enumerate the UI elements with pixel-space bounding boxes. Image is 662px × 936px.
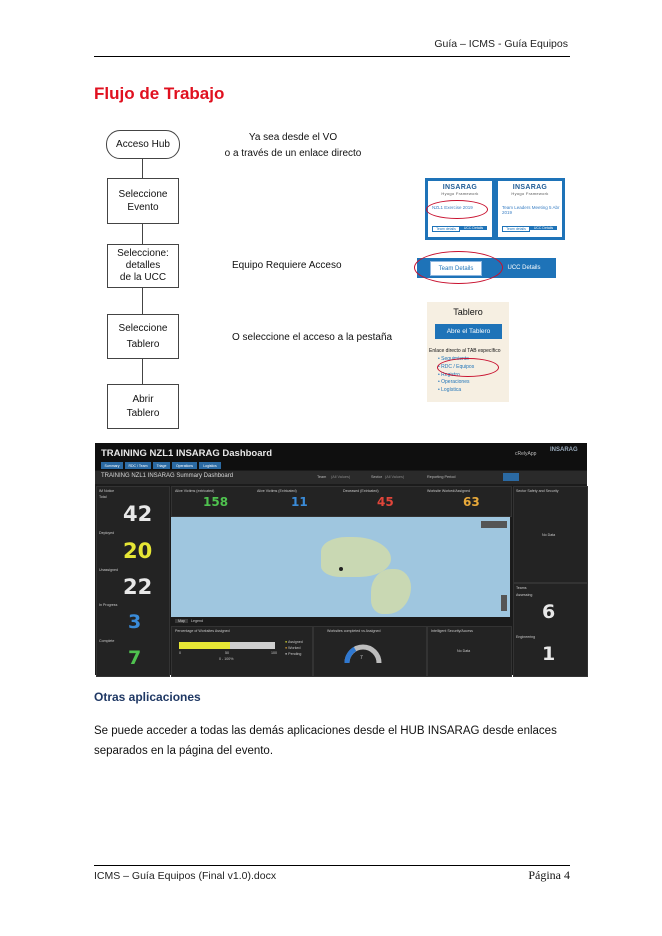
section-paragraph: Se puede acceder a todas las demás aplicaciones desde el HUB INSARAG desde enlaces separados en la página del evento. [94, 725, 557, 757]
tablero-title: Tablero [453, 307, 483, 317]
dashboard-user[interactable]: cRelyApp [515, 451, 537, 457]
footer-rule [94, 865, 570, 866]
dashboard-tab-logistics[interactable]: Logistics [199, 462, 221, 469]
tablero-link-2[interactable]: • RDC / Equipos [438, 363, 475, 370]
open-tablero-button[interactable]: Abre el Tablero [435, 324, 502, 339]
tablero-link-4[interactable]: • Operaciones [438, 379, 470, 386]
dashboard-tab-summary[interactable]: Summary [101, 462, 123, 469]
flow-step-open-line2: Tablero [126, 407, 160, 419]
stat-unassigned-value: 22 [123, 575, 153, 599]
panel-worksites-assigned-title: Percentage of Worksites Assigned [175, 629, 230, 633]
flow-step-ucc-line1: Seleccione: [117, 248, 169, 259]
panel-teams-title: Teams [516, 586, 527, 590]
map-zoom-control[interactable] [501, 595, 507, 611]
legend-assigned: Assigned [287, 640, 303, 644]
dashboard-screenshot [95, 443, 587, 675]
kpi-2-label: Alive Victims (Extricated) [257, 489, 297, 493]
flow-step-ucc-line2: detalles [125, 260, 161, 271]
header-rule [94, 56, 570, 57]
flow-step-ucc-line3: de la UCC [119, 272, 167, 283]
flow-step-hub [106, 130, 180, 159]
flow-note-access-line1: Ya sea desde el VO [248, 132, 338, 143]
stat-unassigned-label: Unassigned [99, 568, 118, 572]
tablero-link-1[interactable]: • Seguimiento [438, 356, 469, 362]
event-card-2-ucc-button[interactable]: UCC Details [530, 226, 557, 230]
stat-total-label: Total [99, 495, 107, 499]
filter-team-label: Team [317, 475, 327, 479]
flow-step-open-line1: Abrir [132, 394, 154, 405]
dashboard-brand: INSARAG [550, 447, 578, 453]
highlight-ellipse-team [414, 251, 503, 284]
tablero-link-3[interactable]: • Registro [438, 371, 460, 378]
footer-filename: ICMS – Guía Equipos (Final v1.0).docx [94, 870, 277, 882]
ucc-details-button[interactable]: UCC Details [507, 264, 541, 271]
stat-complete-value: 7 [128, 647, 142, 669]
page-title: Flujo de Trabajo [94, 84, 225, 103]
progress-fill [179, 642, 230, 649]
filter-sector-label: Sector [371, 475, 382, 479]
progress-legend: ● Assigned ● Worked ● Pending [285, 640, 303, 656]
event-card-1-ucc-button[interactable]: UCC Details [460, 226, 487, 230]
teams-assessing-value: 6 [542, 601, 556, 623]
insarag-logo: INSARAG Hyogo Framework [441, 184, 479, 196]
flow-step-tablero [107, 314, 179, 359]
teams-engineering-value: 1 [542, 643, 556, 665]
dashboard-title: TRAINING NZL1 INSARAG Dashboard [101, 448, 273, 459]
section-heading: Otras aplicaciones [94, 690, 201, 704]
flow-step-event-line2: Evento [127, 202, 159, 213]
stat-inprogress-label: In Progress [99, 603, 118, 607]
flow-step-tablero-line2: Tablero [126, 338, 160, 350]
progress-tick-100: 100 [271, 651, 277, 655]
panel-security-nodata: No Data [457, 649, 471, 653]
filter-team-value[interactable]: (All Values) [331, 475, 351, 479]
panel-teams-assessing: Assessing [516, 593, 533, 597]
dashboard-subtitle: TRAINING NZL1 INSARAG Summary Dashboard [101, 473, 234, 479]
dashboard-tab-operations[interactable]: Operations [172, 462, 197, 469]
dashboard-tab-rdc[interactable]: RDC / Team [125, 462, 151, 469]
progress-tick-50: 50 [225, 651, 229, 655]
kpi-1-label: Alive Victims (extricated) [175, 489, 215, 493]
kpi-4-value: 63 [463, 495, 480, 509]
legend-pending: Pending [288, 651, 302, 656]
panel-security-access-title: Intelligent Security/Access [431, 629, 473, 633]
insarag-logo-2: INSARAG Hyogo Framework [511, 184, 549, 196]
stat-inprogress-value: 3 [128, 611, 142, 633]
flow-step-ucc [107, 244, 179, 288]
event-card-2[interactable] [498, 181, 562, 237]
kpi-3-label: Deceased (Extricated) [343, 489, 379, 493]
tablero-subtitle: Enlace directo al TAB específico [429, 348, 501, 354]
map-view[interactable] [171, 517, 510, 617]
stat-deployed-value: 20 [123, 539, 153, 563]
flow-step-hub-label: Acceso Hub [116, 138, 170, 150]
tablero-link-5[interactable]: • Logística [438, 387, 462, 393]
progress-tick-0: 0 [179, 651, 181, 655]
panel-sector-nodata: No Data [542, 533, 556, 537]
header-text: Guía – ICMS - Guía Equipos [434, 38, 568, 50]
map-marker[interactable] [339, 567, 343, 571]
panel-worksites-completed-title: Worksites completed vs Assigned [327, 629, 381, 633]
dashboard-tab-triage[interactable]: Triage [153, 462, 170, 469]
map-tab-map[interactable]: Map [175, 619, 188, 623]
map-land-2 [371, 569, 411, 614]
flow-step-event [107, 178, 179, 224]
kpi-1-value: 158 [203, 495, 229, 509]
kpi-4-label: Worksite Worked/Assigned [427, 489, 471, 493]
kpi-2-value: 11 [291, 495, 308, 509]
flow-note-team: Equipo Requiere Acceso [232, 260, 342, 271]
flow-note-access-line2: o a través de un enlace directo [224, 147, 362, 159]
highlight-ellipse-tablero [437, 358, 499, 377]
kpi-3-value: 45 [377, 495, 394, 509]
filter-period-label: Reporting Period [427, 475, 456, 479]
team-details-button[interactable]: Team Details [430, 261, 482, 276]
filter-sector-value[interactable]: (All Values) [385, 475, 405, 479]
progress-caption: 0 - 100% [219, 657, 234, 661]
stat-complete-label: Complete [99, 639, 115, 643]
legend-worked: Worked [288, 645, 301, 650]
panel-teams-engineering: Engineering [516, 635, 536, 639]
panel-sector-safety-title: Sector Safety and Security [516, 489, 559, 493]
stat-total-value: 42 [123, 502, 153, 526]
footer-page-number: Página 4 [528, 868, 570, 882]
map-tab-legend[interactable]: Legend [191, 619, 203, 623]
event-card-1-title: NZL1 Exercise 2019 [432, 205, 473, 210]
filter-apply-button[interactable] [503, 473, 519, 481]
highlight-ellipse-event [426, 200, 488, 219]
flow-note-access [218, 130, 368, 161]
flow-step-event-line1: Seleccione [118, 188, 168, 200]
left-stats-header: IM Notice [99, 489, 115, 493]
progress-track [179, 642, 275, 649]
event-card-2-title: Team Leaders Meeting 5 Abr 2019 [502, 205, 560, 216]
flow-step-open [107, 384, 179, 429]
gauge-value: 7 [360, 655, 363, 661]
map-toolbar[interactable] [481, 521, 507, 528]
gauge-chart [343, 639, 383, 665]
flow-step-tablero-line1: Seleccione [118, 322, 168, 334]
flow-note-tab: O seleccione el acceso a la pestaña [232, 332, 393, 343]
stat-deployed-label: Deployed [99, 531, 115, 535]
event-card-1-team-button[interactable]: Team details [432, 226, 460, 232]
event-card-2-team-button[interactable]: Team details [502, 226, 530, 232]
